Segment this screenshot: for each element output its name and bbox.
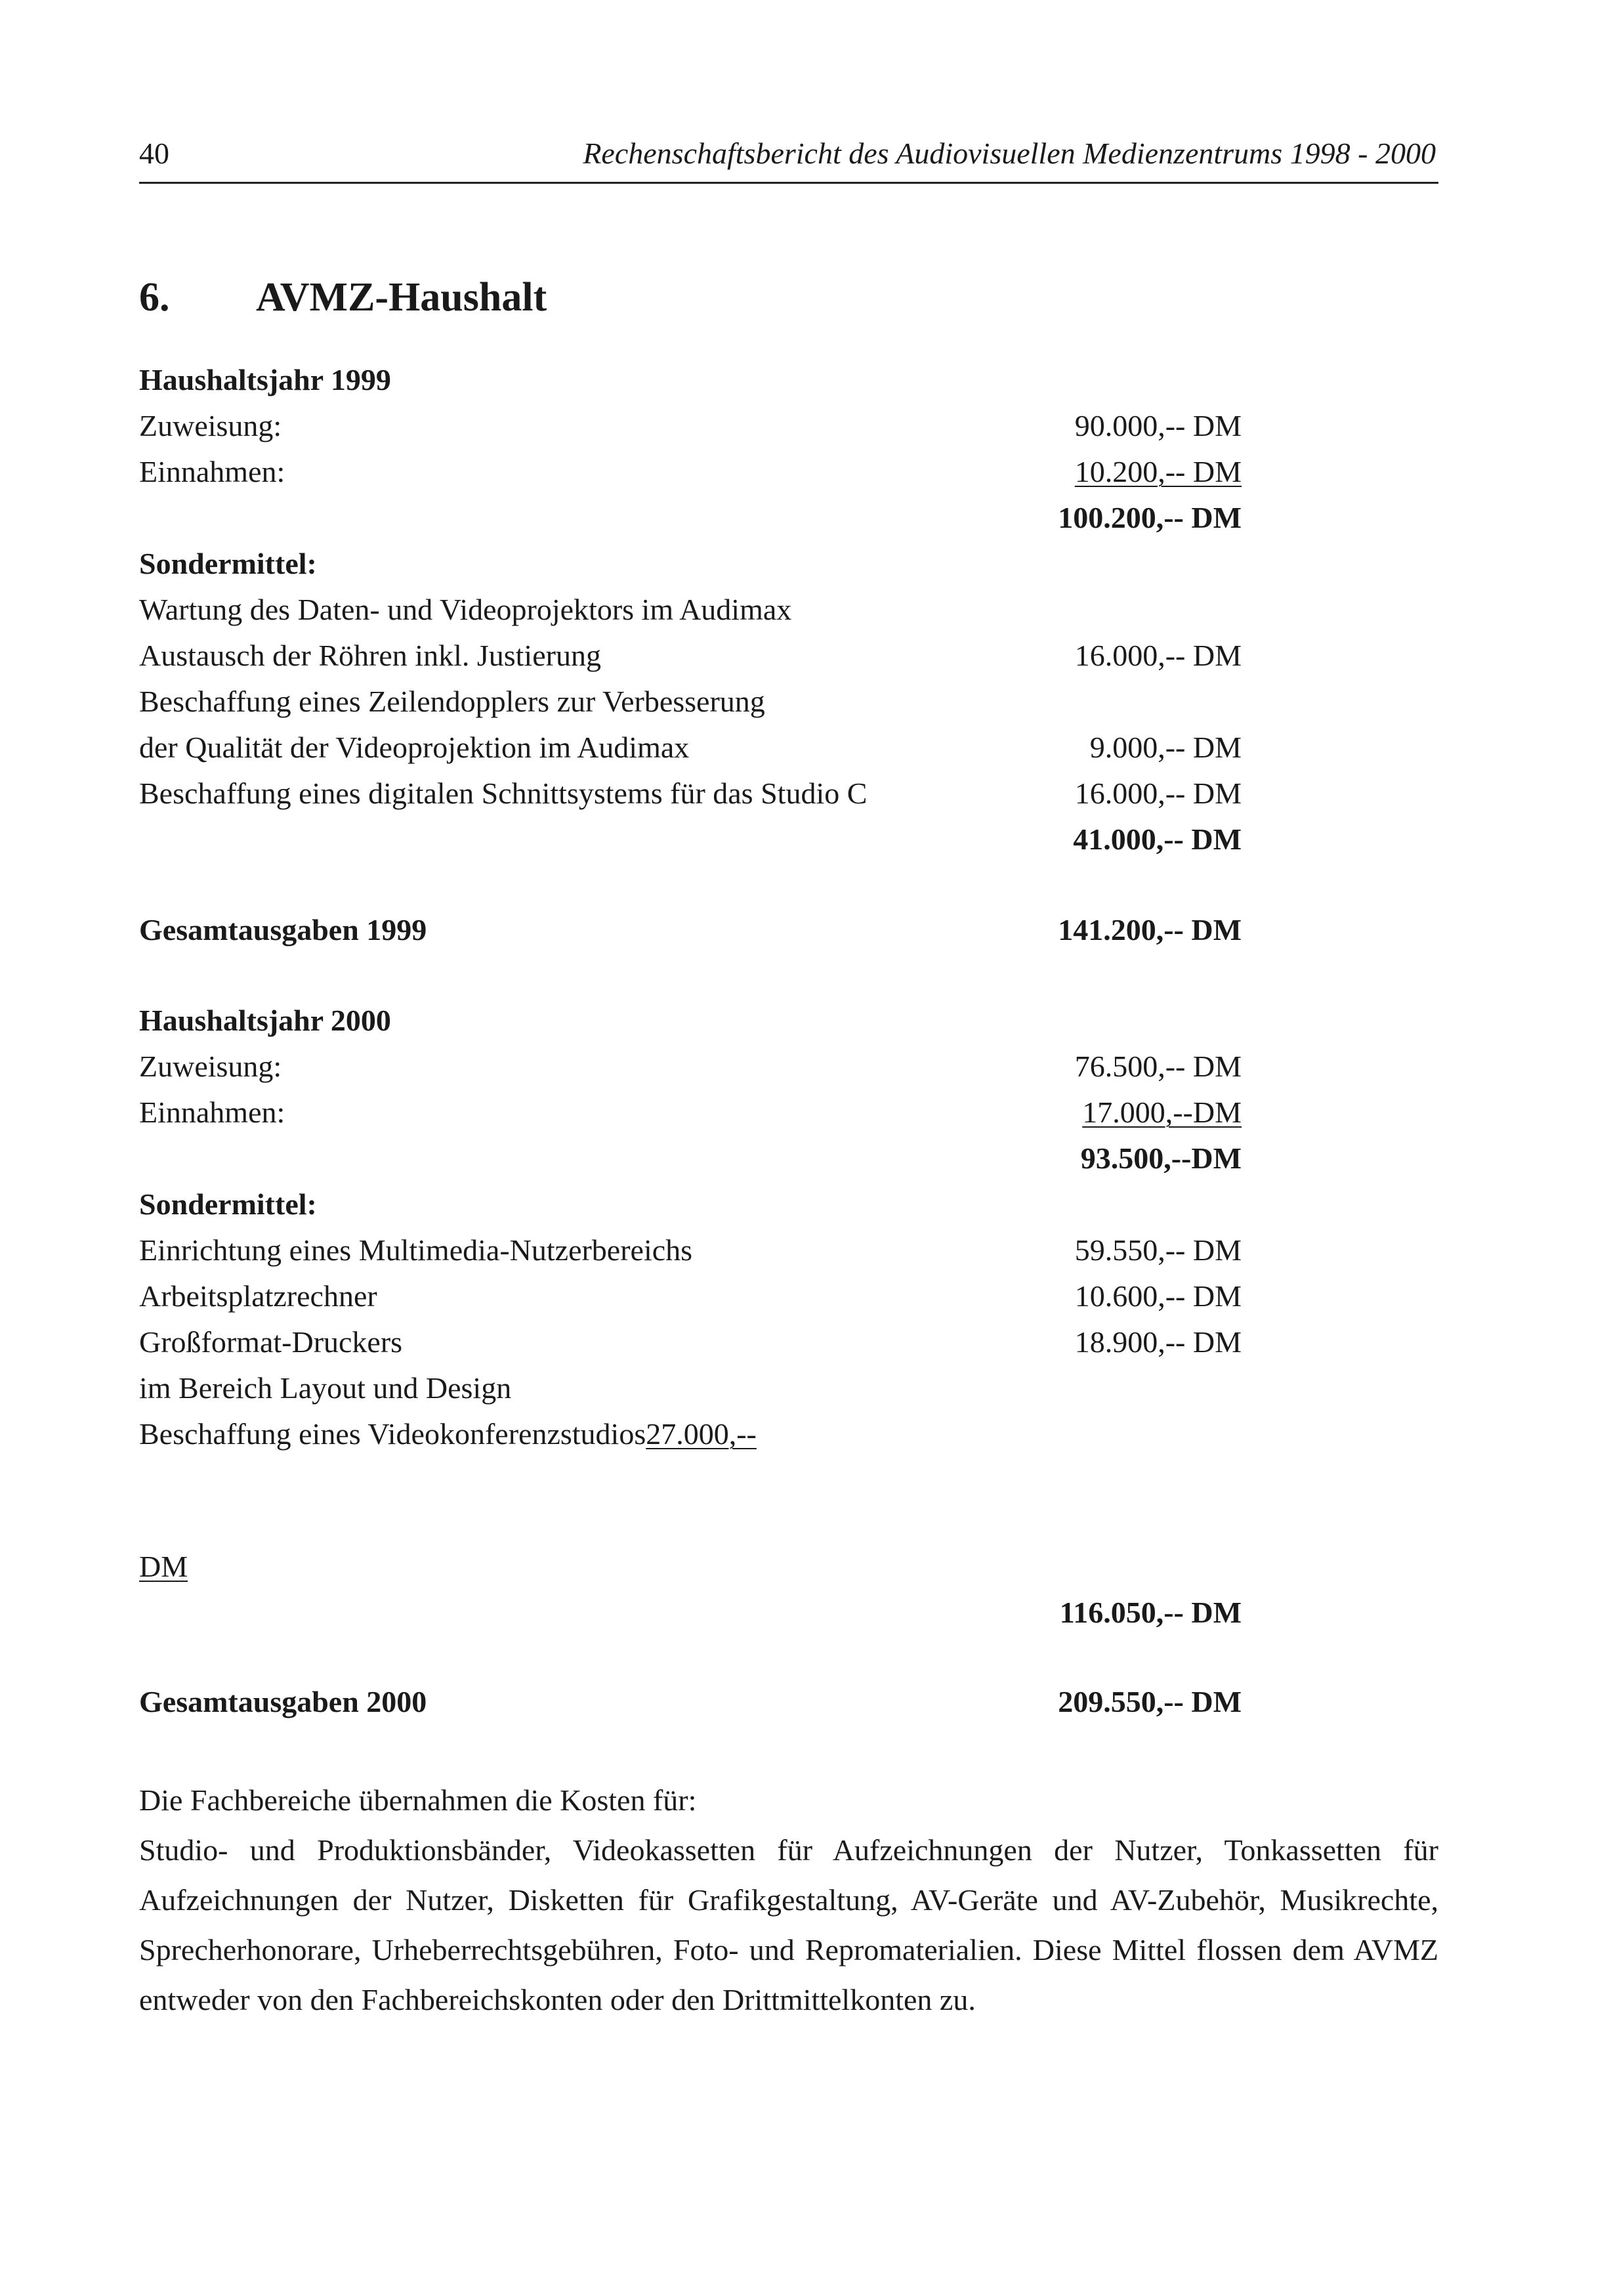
item-amount: 18.900,-- DM bbox=[1074, 1325, 1242, 1359]
zuweisung-label: Zuweisung: bbox=[139, 1050, 282, 1083]
year1999-heading bbox=[139, 358, 1242, 402]
videokonferenz-amount: 27.000,-- bbox=[646, 1417, 757, 1451]
year2000-dm-orphan-row bbox=[139, 1545, 1242, 1588]
einnahmen-label: Einnahmen: bbox=[139, 455, 285, 488]
gesamt-label: Gesamtausgaben 1999 bbox=[139, 913, 427, 946]
year1999-item-row bbox=[139, 680, 1242, 723]
subtotal-amount: 100.200,-- DM bbox=[1058, 501, 1242, 534]
sondermittel-total: 41.000,-- DM bbox=[1073, 822, 1242, 856]
note-body: Studio- und Produktionsbänder, Videokassetten für Aufzeichnungen der Nutzer, Tonkassetten für Aufzeichnungen der Nutzer, Disketten für Grafikgestaltung, AV-Geräte und AV-Zubehör, Musikrechte, Sprecherhonorare, Urheberrechtsgebühren, Foto- und Repromaterialien. Diese Mittel flossen dem AVMZ entweder von den Fachbereichskonten oder den Drittmittelkonten zu. bbox=[139, 1833, 1438, 2016]
year1999-sondermittel-heading bbox=[139, 542, 1242, 585]
item-amount: 59.550,-- DM bbox=[1074, 1233, 1242, 1267]
item-amount: 16.000,-- DM bbox=[1074, 776, 1242, 810]
item-amount: 9.000,-- DM bbox=[1089, 731, 1242, 764]
year1999-sondermittel-total-row bbox=[139, 818, 1242, 861]
item-amount: 16.000,-- DM bbox=[1074, 639, 1242, 672]
sondermittel-label: Sondermittel: bbox=[139, 547, 317, 580]
year2000-subtotal-row bbox=[139, 1137, 1242, 1180]
zuweisung-label: Zuweisung: bbox=[139, 409, 282, 442]
item-label: der Qualität der Videoprojektion im Audimax bbox=[139, 731, 690, 764]
year2000-gesamt-row bbox=[139, 1680, 1242, 1724]
year1999-item-row bbox=[139, 726, 1242, 769]
zuweisung-amount: 90.000,-- DM bbox=[1074, 409, 1242, 442]
year2000-heading bbox=[139, 999, 1242, 1042]
dm-orphan: DM bbox=[139, 1550, 188, 1583]
heading-text: Haushaltsjahr 2000 bbox=[139, 1004, 391, 1037]
section-title bbox=[139, 274, 547, 321]
year2000-sondermittel-total-row bbox=[139, 1591, 1242, 1634]
section-heading: AVMZ-Haushalt bbox=[256, 275, 547, 320]
zuweisung-amount: 76.500,-- DM bbox=[1074, 1050, 1242, 1083]
year2000-item-row bbox=[139, 1229, 1242, 1272]
gesamt-amount: 209.550,-- DM bbox=[1058, 1685, 1242, 1718]
item-label: Einrichtung eines Multimedia-Nutzerbereichs bbox=[139, 1233, 693, 1267]
year1999-gesamt-row bbox=[139, 908, 1242, 952]
item-amount: 10.600,-- DM bbox=[1074, 1279, 1242, 1313]
note-intro: Die Fachbereiche übernahmen die Kosten für: bbox=[139, 1783, 697, 1817]
year2000-item-row bbox=[139, 1321, 1242, 1364]
page-number: 40 bbox=[139, 137, 169, 170]
videokonferenz-line bbox=[139, 1413, 757, 1456]
gesamt-amount: 141.200,-- DM bbox=[1058, 913, 1242, 946]
item-label: Beschaffung eines digitalen Schnittsystems für das Studio C bbox=[139, 776, 868, 810]
item-label: Wartung des Daten- und Videoprojektors im Audimax bbox=[139, 593, 792, 626]
year2000-zuweisung-row bbox=[139, 1045, 1242, 1088]
einnahmen-label: Einnahmen: bbox=[139, 1095, 285, 1129]
year1999-item-row bbox=[139, 634, 1242, 677]
year1999-zuweisung-row bbox=[139, 404, 1242, 448]
gesamt-label: Gesamtausgaben 2000 bbox=[139, 1685, 427, 1718]
einnahmen-amount: 17.000,--DM bbox=[1082, 1095, 1242, 1129]
year1999-subtotal-row bbox=[139, 496, 1242, 540]
heading-text: Haushaltsjahr 1999 bbox=[139, 363, 391, 396]
sondermittel-total: 116.050,-- DM bbox=[1059, 1596, 1242, 1629]
year1999-einnahmen-row bbox=[139, 450, 1242, 494]
year1999-item-row bbox=[139, 772, 1242, 815]
item-label: Austausch der Röhren inkl. Justierung bbox=[139, 639, 601, 672]
einnahmen-amount: 10.200,-- DM bbox=[1074, 455, 1242, 488]
item-label: im Bereich Layout und Design bbox=[139, 1371, 512, 1405]
year2000-sondermittel-heading bbox=[139, 1183, 1242, 1226]
running-title: Rechenschaftsbericht des Audiovisuellen Medienzentrums 1998 - 2000 bbox=[583, 137, 1436, 170]
page-header bbox=[139, 128, 1438, 184]
item-label: Arbeitsplatzrechner bbox=[139, 1279, 377, 1313]
item-label: Großformat-Druckers bbox=[139, 1325, 403, 1359]
year2000-einnahmen-row bbox=[139, 1091, 1242, 1134]
year2000-item-row bbox=[139, 1275, 1242, 1318]
section-number: 6. bbox=[139, 275, 170, 320]
item-label: Beschaffung eines Zeilendopplers zur Verbesserung bbox=[139, 685, 765, 718]
sondermittel-label: Sondermittel: bbox=[139, 1187, 317, 1221]
year2000-videokonferenz-row bbox=[139, 1413, 1242, 1456]
year1999-item-row bbox=[139, 588, 1242, 631]
year2000-item-row bbox=[139, 1367, 1242, 1410]
subtotal-amount: 93.500,--DM bbox=[1080, 1141, 1242, 1175]
videokonferenz-label: Beschaffung eines Videokonferenzstudios bbox=[139, 1417, 646, 1451]
